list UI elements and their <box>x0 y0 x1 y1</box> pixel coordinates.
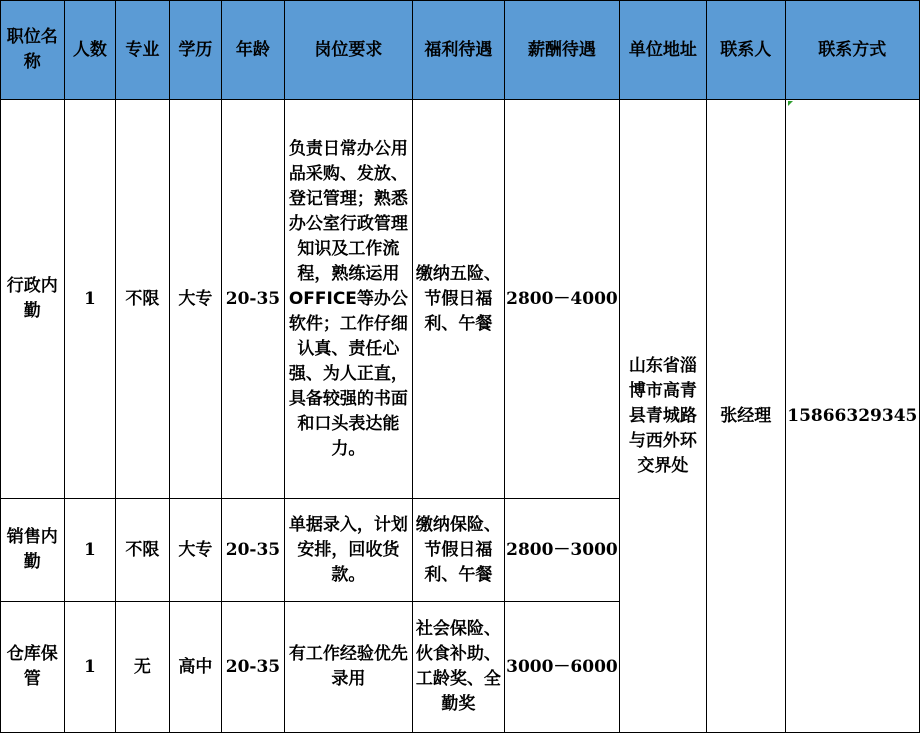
cell-requirements: 单据录入，计划安排，回收货款。 <box>284 499 412 602</box>
cell-address: 山东省淄博市高青县青城路与西外环交界处 <box>620 100 707 733</box>
header-age: 年龄 <box>222 1 285 100</box>
cell-major: 无 <box>116 602 170 733</box>
cell-major: 不限 <box>116 100 170 499</box>
cell-contact: 张经理 <box>706 100 785 733</box>
cell-major: 不限 <box>116 499 170 602</box>
cell-benefits: 缴纳五险、节假日福利、午餐 <box>412 100 504 499</box>
cell-position: 行政内勤 <box>1 100 65 499</box>
header-education: 学历 <box>169 1 222 100</box>
cell-age: 20-35 <box>222 499 285 602</box>
header-position: 职位名称 <box>1 1 65 100</box>
cell-position: 销售内勤 <box>1 499 65 602</box>
header-benefits: 福利待遇 <box>412 1 504 100</box>
comment-indicator-marker <box>788 101 793 106</box>
cell-count: 1 <box>64 100 116 499</box>
cell-position: 仓库保管 <box>1 602 65 733</box>
header-address: 单位地址 <box>620 1 707 100</box>
table-row <box>1 100 920 499</box>
header-salary: 薪酬待遇 <box>504 1 619 100</box>
cell-benefits: 社会保险、伙食补助、工龄奖、全勤奖 <box>412 602 504 733</box>
cell-education: 高中 <box>169 602 222 733</box>
header-phone: 联系方式 <box>785 1 919 100</box>
cell-phone: 15866329345 <box>785 100 919 733</box>
cell-count: 1 <box>64 602 116 733</box>
cell-education: 大专 <box>169 499 222 602</box>
header-count: 人数 <box>64 1 116 100</box>
cell-age: 20-35 <box>222 602 285 733</box>
cell-count: 1 <box>64 499 116 602</box>
cell-salary: 3000－6000 <box>504 602 619 733</box>
cell-requirements: 有工作经验优先录用 <box>284 602 412 733</box>
cell-age: 20-35 <box>222 100 285 499</box>
cell-requirements: 负责日常办公用品采购、发放、登记管理；熟悉办公室行政管理知识及工作流程，熟练运用OFFICE等办公软件；工作仔细认真、责任心强、为人正直，具备较强的书面和口头表达能力。 <box>284 100 412 499</box>
header-requirements: 岗位要求 <box>284 1 412 100</box>
cell-salary: 2800－3000 <box>504 499 619 602</box>
header-contact: 联系人 <box>706 1 785 100</box>
cell-education: 大专 <box>169 100 222 499</box>
header-row <box>1 1 920 100</box>
cell-benefits: 缴纳保险、节假日福利、午餐 <box>412 499 504 602</box>
cell-salary: 2800－4000 <box>504 100 619 499</box>
header-major: 专业 <box>116 1 170 100</box>
